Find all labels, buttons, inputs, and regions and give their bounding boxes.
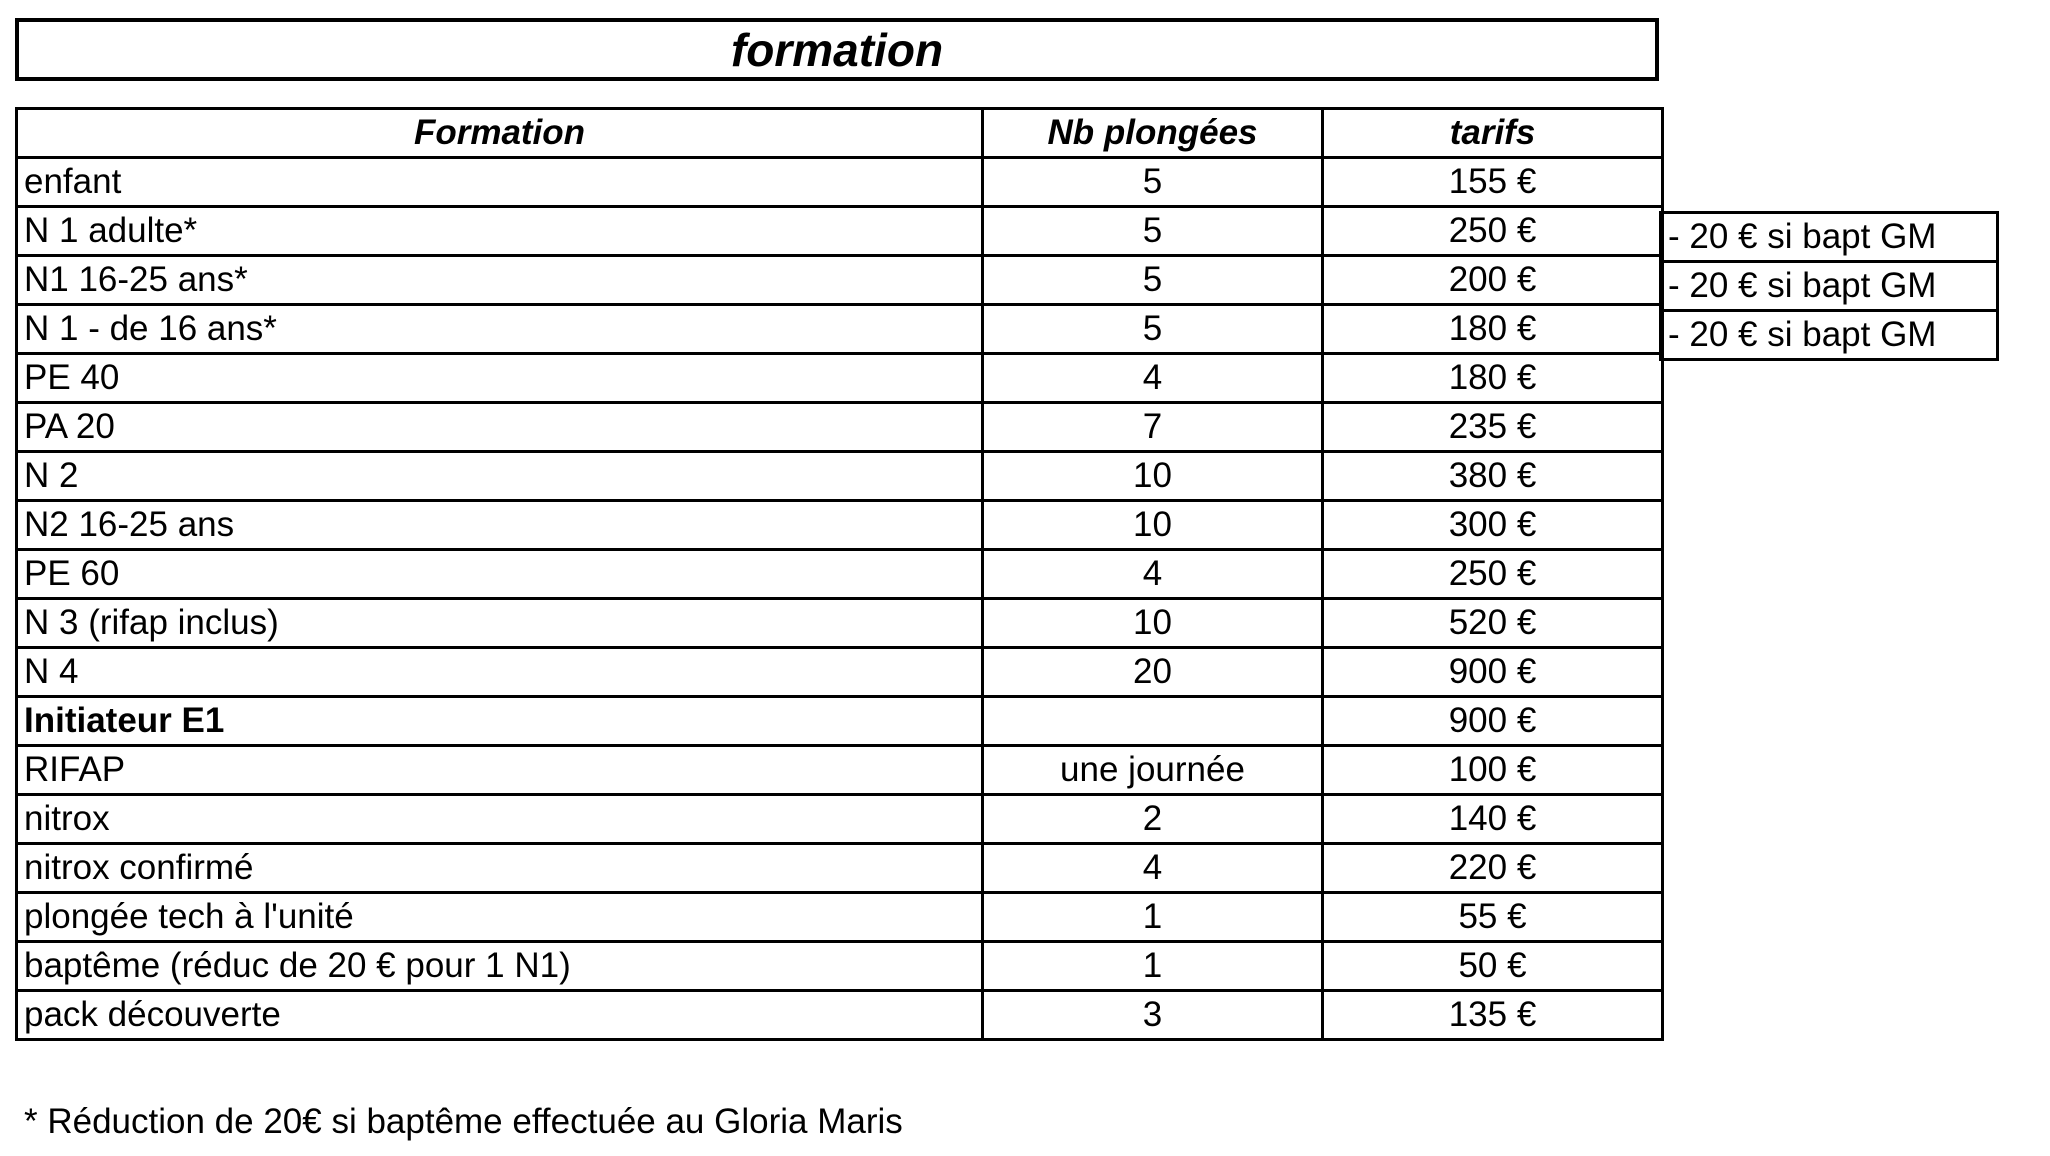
cell-formation: nitrox xyxy=(17,795,983,844)
header-formation: Formation xyxy=(17,109,983,158)
table-row xyxy=(17,403,1663,452)
table-row xyxy=(17,697,1663,746)
cell-tarif: 140 € xyxy=(1323,795,1663,844)
cell-formation: PA 20 xyxy=(17,403,983,452)
cell-nb-plongees: 20 xyxy=(983,648,1323,697)
discount-notes xyxy=(1659,211,1999,361)
cell-formation: plongée tech à l'unité xyxy=(17,893,983,942)
cell-tarif: 55 € xyxy=(1323,893,1663,942)
cell-formation: N 2 xyxy=(17,452,983,501)
cell-nb-plongees: 3 xyxy=(983,991,1323,1040)
cell-tarif: 180 € xyxy=(1323,354,1663,403)
cell-formation: pack découverte xyxy=(17,991,983,1040)
cell-nb-plongees: 10 xyxy=(983,452,1323,501)
cell-formation: N 1 - de 16 ans* xyxy=(17,305,983,354)
cell-nb-plongees: 1 xyxy=(983,942,1323,991)
cell-nb-plongees: 5 xyxy=(983,256,1323,305)
table-row xyxy=(17,305,1663,354)
cell-formation: PE 40 xyxy=(17,354,983,403)
note-row xyxy=(1661,311,1998,360)
page-title: formation xyxy=(15,18,1659,81)
cell-nb-plongees: 7 xyxy=(983,403,1323,452)
note-cell: - 20 € si bapt GM xyxy=(1661,311,1998,360)
table-row xyxy=(17,942,1663,991)
table-row xyxy=(17,746,1663,795)
table-row xyxy=(17,550,1663,599)
cell-nb-plongees: 1 xyxy=(983,893,1323,942)
note-row xyxy=(1661,262,1998,311)
table-body xyxy=(17,158,1663,1040)
cell-nb-plongees: 10 xyxy=(983,599,1323,648)
cell-nb-plongees: 4 xyxy=(983,354,1323,403)
note-cell: - 20 € si bapt GM xyxy=(1661,262,1998,311)
table-row xyxy=(17,256,1663,305)
table-row xyxy=(17,648,1663,697)
table-row xyxy=(17,893,1663,942)
cell-tarif: 235 € xyxy=(1323,403,1663,452)
table-row xyxy=(17,501,1663,550)
cell-formation: nitrox confirmé xyxy=(17,844,983,893)
cell-tarif: 380 € xyxy=(1323,452,1663,501)
note-cell: - 20 € si bapt GM xyxy=(1661,213,1998,262)
table-row xyxy=(17,452,1663,501)
cell-tarif: 220 € xyxy=(1323,844,1663,893)
cell-nb-plongees: une journée xyxy=(983,746,1323,795)
header-tarifs: tarifs xyxy=(1323,109,1663,158)
note-row xyxy=(1661,213,1998,262)
cell-tarif: 200 € xyxy=(1323,256,1663,305)
cell-tarif: 250 € xyxy=(1323,550,1663,599)
table-row xyxy=(17,795,1663,844)
cell-tarif: 135 € xyxy=(1323,991,1663,1040)
table-row xyxy=(17,354,1663,403)
table-row xyxy=(17,844,1663,893)
cell-nb-plongees xyxy=(983,697,1323,746)
cell-tarif: 900 € xyxy=(1323,697,1663,746)
cell-formation: N 3 (rifap inclus) xyxy=(17,599,983,648)
formation-table xyxy=(15,107,1664,1041)
cell-nb-plongees: 4 xyxy=(983,844,1323,893)
cell-formation: baptême (réduc de 20 € pour 1 N1) xyxy=(17,942,983,991)
table-row xyxy=(17,991,1663,1040)
cell-formation: N2 16-25 ans xyxy=(17,501,983,550)
cell-nb-plongees: 4 xyxy=(983,550,1323,599)
cell-tarif: 250 € xyxy=(1323,207,1663,256)
table-header-row xyxy=(17,109,1663,158)
table-row xyxy=(17,599,1663,648)
cell-tarif: 300 € xyxy=(1323,501,1663,550)
cell-nb-plongees: 5 xyxy=(983,305,1323,354)
cell-tarif: 155 € xyxy=(1323,158,1663,207)
cell-formation: N 1 adulte* xyxy=(17,207,983,256)
cell-formation: RIFAP xyxy=(17,746,983,795)
header-nb-plongees: Nb plongées xyxy=(983,109,1323,158)
cell-nb-plongees: 10 xyxy=(983,501,1323,550)
table-row xyxy=(17,207,1663,256)
cell-formation: enfant xyxy=(17,158,983,207)
cell-tarif: 900 € xyxy=(1323,648,1663,697)
table-row xyxy=(17,158,1663,207)
cell-tarif: 180 € xyxy=(1323,305,1663,354)
footnote: * Réduction de 20€ si baptême effectuée au Gloria Maris xyxy=(24,1102,903,1141)
cell-formation: Initiateur E1 xyxy=(17,697,983,746)
cell-tarif: 520 € xyxy=(1323,599,1663,648)
cell-formation: N1 16-25 ans* xyxy=(17,256,983,305)
cell-formation: N 4 xyxy=(17,648,983,697)
cell-nb-plongees: 5 xyxy=(983,207,1323,256)
cell-tarif: 50 € xyxy=(1323,942,1663,991)
cell-nb-plongees: 2 xyxy=(983,795,1323,844)
cell-nb-plongees: 5 xyxy=(983,158,1323,207)
cell-formation: PE 60 xyxy=(17,550,983,599)
cell-tarif: 100 € xyxy=(1323,746,1663,795)
